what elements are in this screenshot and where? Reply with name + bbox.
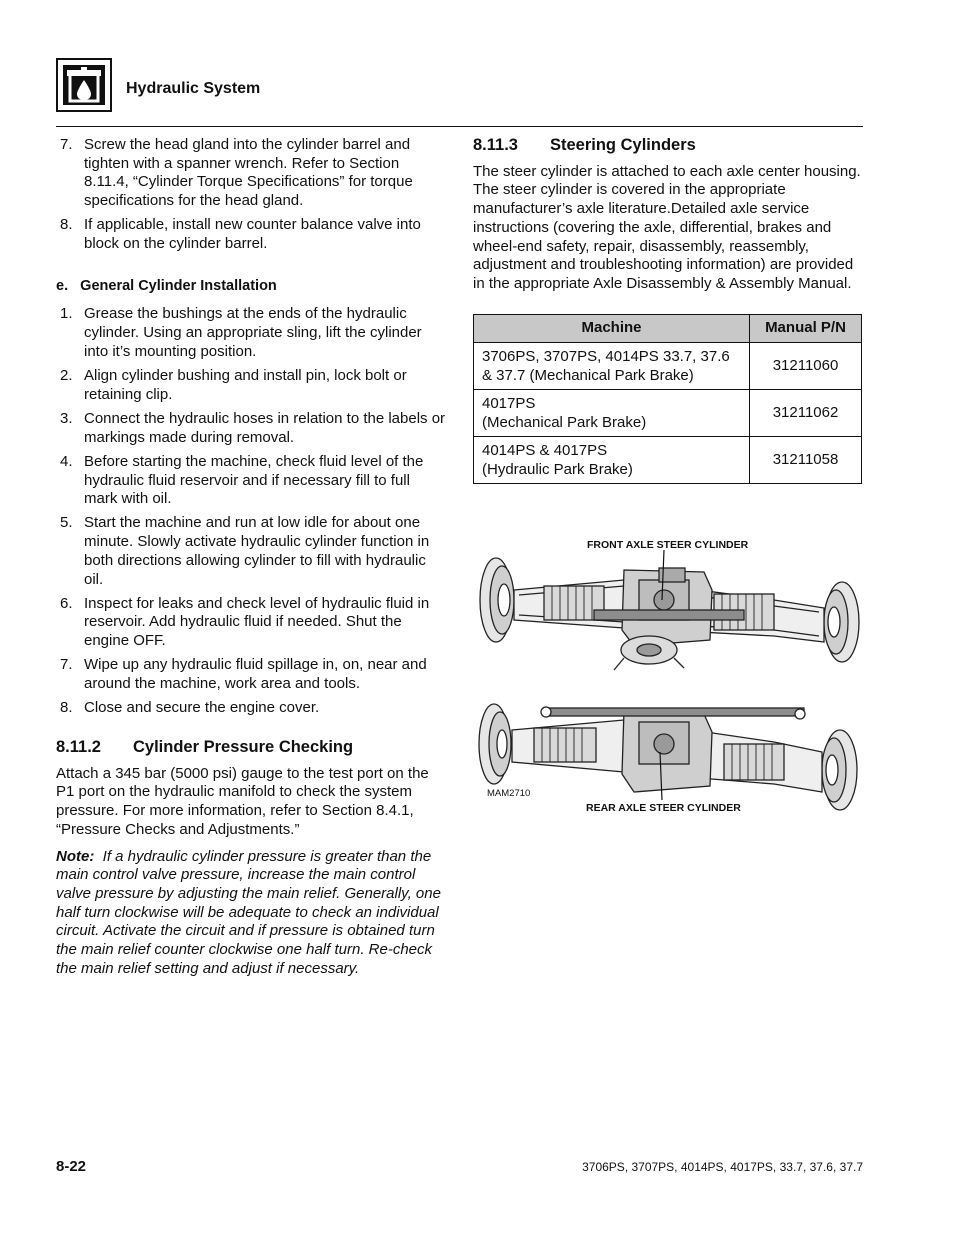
table-row bbox=[474, 436, 862, 483]
page-number: 8-22 bbox=[56, 1158, 87, 1175]
installation-steps-list bbox=[56, 305, 446, 718]
list-item: 5. Start the machine and run at low idle for about one minute. Slowly activate hydraulic cylinder function in both directions allowing cylinder to fill with hydraulic oil. bbox=[60, 514, 430, 588]
list-item: 1. Grease the bushings at the ends of the hydraulic cylinder. Using an appropriate sling, lift the cylinder into it’s mounting position. bbox=[60, 305, 422, 360]
list-item: 8. Close and secure the engine cover. bbox=[60, 699, 320, 717]
list-item: 7. Wipe up any hydraulic fluid spillage in, on, near and around the machine, work area and tools. bbox=[60, 656, 427, 693]
footer-models: 3706PS, 3707PS, 4014PS, 4017PS, 33.7, 37.6, 37.7 bbox=[582, 1160, 863, 1174]
header-rule bbox=[56, 126, 863, 127]
column-header-manual-pn: Manual P/N bbox=[750, 314, 862, 342]
list-item: 3. Connect the hydraulic hoses in relation to the labels or markings made during removal. bbox=[60, 409, 446, 446]
steering-section-heading: 8.11.3 Steering Cylinders bbox=[473, 136, 696, 154]
list-item: 7. Screw the head gland into the cylinder barrel and tighten with a spanner wrench. Refer to Section 8.11.4, “Cylinder Torque Specifications” for torque specifications for the head gland. bbox=[60, 136, 413, 210]
machine-cell: 4017PS (Mechanical Park Brake) bbox=[474, 389, 750, 436]
installation-subheading: e. General Cylinder Installation bbox=[56, 277, 277, 294]
table-row bbox=[474, 389, 862, 436]
machine-cell: 3706PS, 3707PS, 4014PS 33.7, 37.6 & 37.7 (Mechanical Park Brake) bbox=[474, 342, 750, 389]
list-item: 8. If applicable, install new counter balance valve into block on the cylinder barrel. bbox=[60, 216, 421, 253]
column-header-machine: Machine bbox=[474, 314, 750, 342]
running-header-title: Hydraulic System bbox=[126, 80, 261, 97]
manual-pn-cell: 31211060 bbox=[750, 342, 862, 389]
front-axle-drawing bbox=[480, 558, 859, 670]
pressure-section-heading: 8.11.2 Cylinder Pressure Checking bbox=[56, 737, 354, 756]
table-header-row bbox=[474, 314, 862, 342]
right-column bbox=[473, 136, 863, 484]
continued-steps-list bbox=[56, 136, 446, 254]
list-item: 2. Align cylinder bushing and install pin, lock bolt or retaining clip. bbox=[60, 367, 407, 403]
rear-axle-callout-label: REAR AXLE STEER CYLINDER bbox=[586, 802, 741, 814]
list-item: 4. Before starting the machine, check fluid level of the hydraulic fluid reservoir and if necessary fill to full mark with oil. bbox=[60, 452, 424, 508]
left-column bbox=[56, 136, 446, 978]
steering-section-body: The steer cylinder is attached to each axle center housing. The steer cylinder is covered in the appropriate manufacturer’s axle literature.Detailed axle service instructions (covering the axle, differential, brakes and wheel-end safety, repair, disassembly, reassembly, adjustment and troubleshooting information) are provided in the appropriate Axle Disassembly & Assembly Manual. bbox=[473, 162, 861, 292]
table-row bbox=[474, 342, 862, 389]
rear-axle-drawing bbox=[479, 704, 857, 810]
hydraulic-fluid-drop-icon bbox=[63, 65, 105, 105]
manual-pn-cell: 31211058 bbox=[750, 436, 862, 483]
pressure-note: Note: If a hydraulic cylinder pressure is greater than the main control valve pressure, increase the main control valve pressure by adjusting the main relief. Generally, one half turn clockwise will be adequate to check an individual circuit. Activate the circuit and if pressure is obtained turn the main relief counter clockwise one half turn. Re-check the main relief setting and adjust if necessary. bbox=[56, 847, 441, 977]
machine-cell: 4014PS & 4017PS (Hydraulic Park Brake) bbox=[474, 436, 750, 483]
pressure-section-body: Attach a 345 bar (5000 psi) gauge to the test port on the P1 port on the hydraulic manifold to check the system pressure. For more information, refer to Section 8.4.1, “Pressure Checks and Adjustments.” bbox=[56, 764, 429, 838]
front-axle-callout-label: FRONT AXLE STEER CYLINDER bbox=[587, 539, 749, 551]
manual-pn-cell: 31211062 bbox=[750, 389, 862, 436]
figure-code: MAM2710 bbox=[487, 788, 531, 799]
list-item: 6. Inspect for leaks and check level of hydraulic fluid in reservoir. Add hydraulic fluid if needed. Shut the engine OFF. bbox=[60, 594, 430, 650]
axle-illustration bbox=[474, 550, 864, 820]
axle-manual-table bbox=[473, 314, 862, 484]
section-logo bbox=[56, 58, 112, 112]
